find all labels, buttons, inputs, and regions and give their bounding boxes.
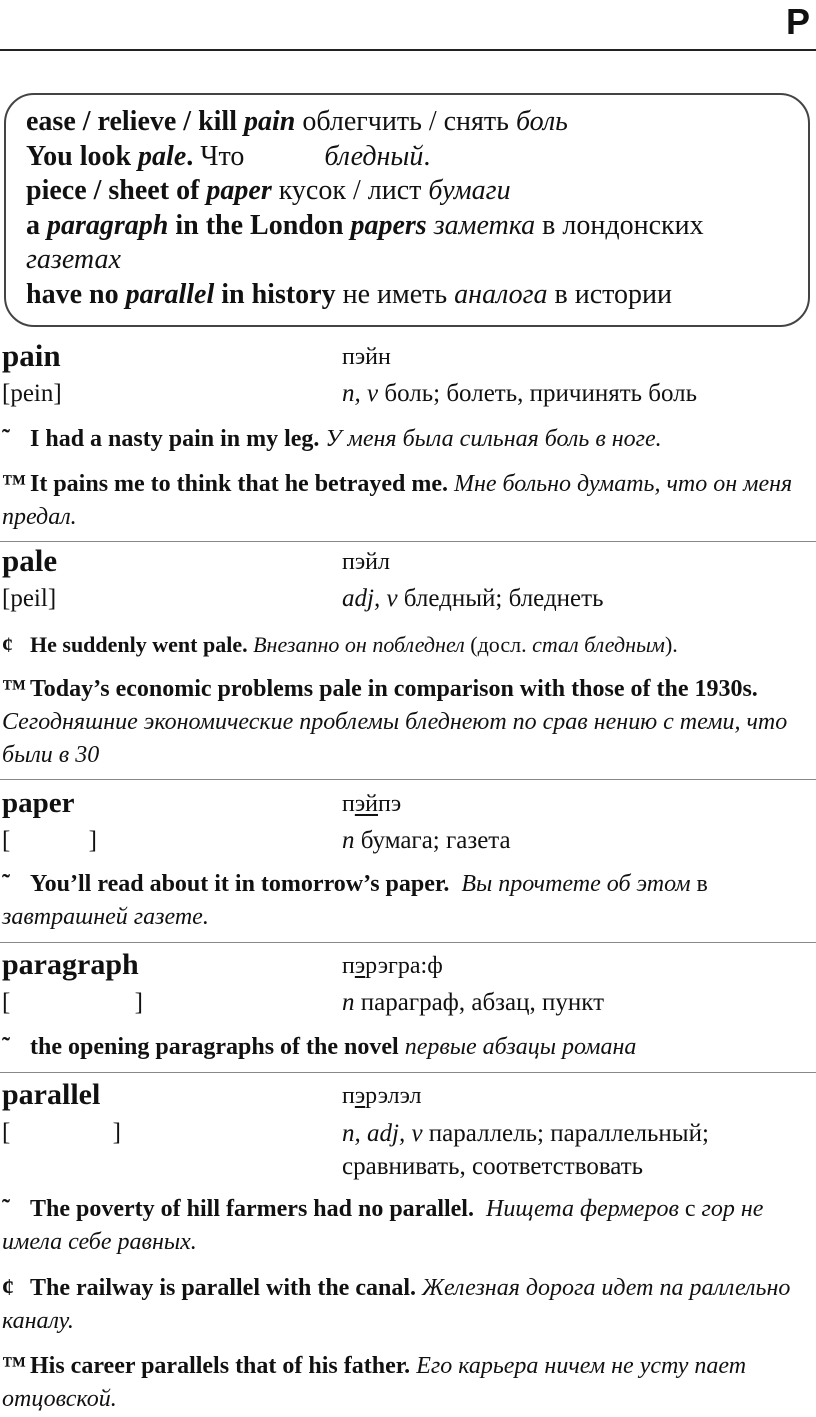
collocation-line: You look pale. Что бледный. xyxy=(26,140,431,172)
example: ™ Today’s economic problems pale in comparison with those of the 1930s. Сегодняшние экономические проблемы бледнеют по срав нению с теми, что были в 30 xyxy=(2,676,788,768)
example: ˜ the opening paragraphs of the novel первые абзацы романа xyxy=(2,1034,637,1060)
transcription: [ ] xyxy=(2,827,97,854)
collocation-line: a paragraph in the London papers заметка в лондонских xyxy=(26,209,704,241)
definition: adj, v бледный; бледнеть xyxy=(342,585,604,612)
example: ¢ The railway is parallel with the canal. Железная дорога идет па раллельно каналу. xyxy=(2,1275,791,1334)
definition: n бумага; газета xyxy=(342,827,511,854)
definition: n, adj, v параллель; параллельный; сравнивать, соответствовать xyxy=(342,1120,709,1180)
headword: paragraph xyxy=(2,948,139,981)
transcription: [ ] xyxy=(2,989,143,1016)
collocation-line: газетах xyxy=(26,244,121,275)
pronunciation: пэйл xyxy=(342,549,390,575)
headword: parallel xyxy=(2,1078,101,1111)
definition: n, v боль; болеть, причинять боль xyxy=(342,380,698,407)
headword: paper xyxy=(2,787,75,819)
example: ˜ I had a nasty pain in my leg. У меня была сильная боль в ноге. xyxy=(2,426,662,452)
collocation-line: have no parallel in history не иметь аналога в истории xyxy=(26,278,673,310)
transcription: [peil] xyxy=(2,585,57,612)
entry-divider xyxy=(0,1072,816,1073)
transcription: [ ] xyxy=(2,1119,121,1146)
example: ™ His career parallels that of his father. Его карьера ничем не усту пает отцовской. xyxy=(2,1353,747,1412)
transcription: [pein] xyxy=(2,380,62,407)
entry-divider xyxy=(0,541,816,542)
example: ™ It pains me to think that he betrayed me. Мне больно думать, что он меня предал. xyxy=(2,471,793,530)
pronunciation: пэйпэ xyxy=(342,791,402,817)
headword: pale xyxy=(2,543,58,578)
definition: n параграф, абзац, пункт xyxy=(342,989,605,1016)
header-rule xyxy=(0,49,816,51)
pronunciation: пэрэлэл xyxy=(342,1083,422,1109)
pronunciation: пэйн xyxy=(342,344,391,370)
entry-divider xyxy=(0,942,816,943)
example: ˜ The poverty of hill farmers had no parallel. Нищета фермеров с гор не имела себе равных. xyxy=(2,1196,764,1255)
example: ˜ You’ll read about it in tomorrow’s paper. Вы прочтете об этом в завтрашней газете. xyxy=(2,871,708,930)
entry-divider xyxy=(0,779,816,780)
pronunciation: пэрэгра:ф xyxy=(342,953,443,979)
collocation-line: piece / sheet of paper кусок / лист бумаги xyxy=(26,175,511,206)
page-letter: P xyxy=(785,1,810,42)
headword: pain xyxy=(2,338,61,373)
collocation-line: ease / relieve / kill pain облегчить / снять боль xyxy=(26,106,568,137)
example: ¢ He suddenly went pale. Внезапно он побледнел (досл. стал бледным). xyxy=(2,632,678,657)
collocations-box xyxy=(4,93,810,327)
